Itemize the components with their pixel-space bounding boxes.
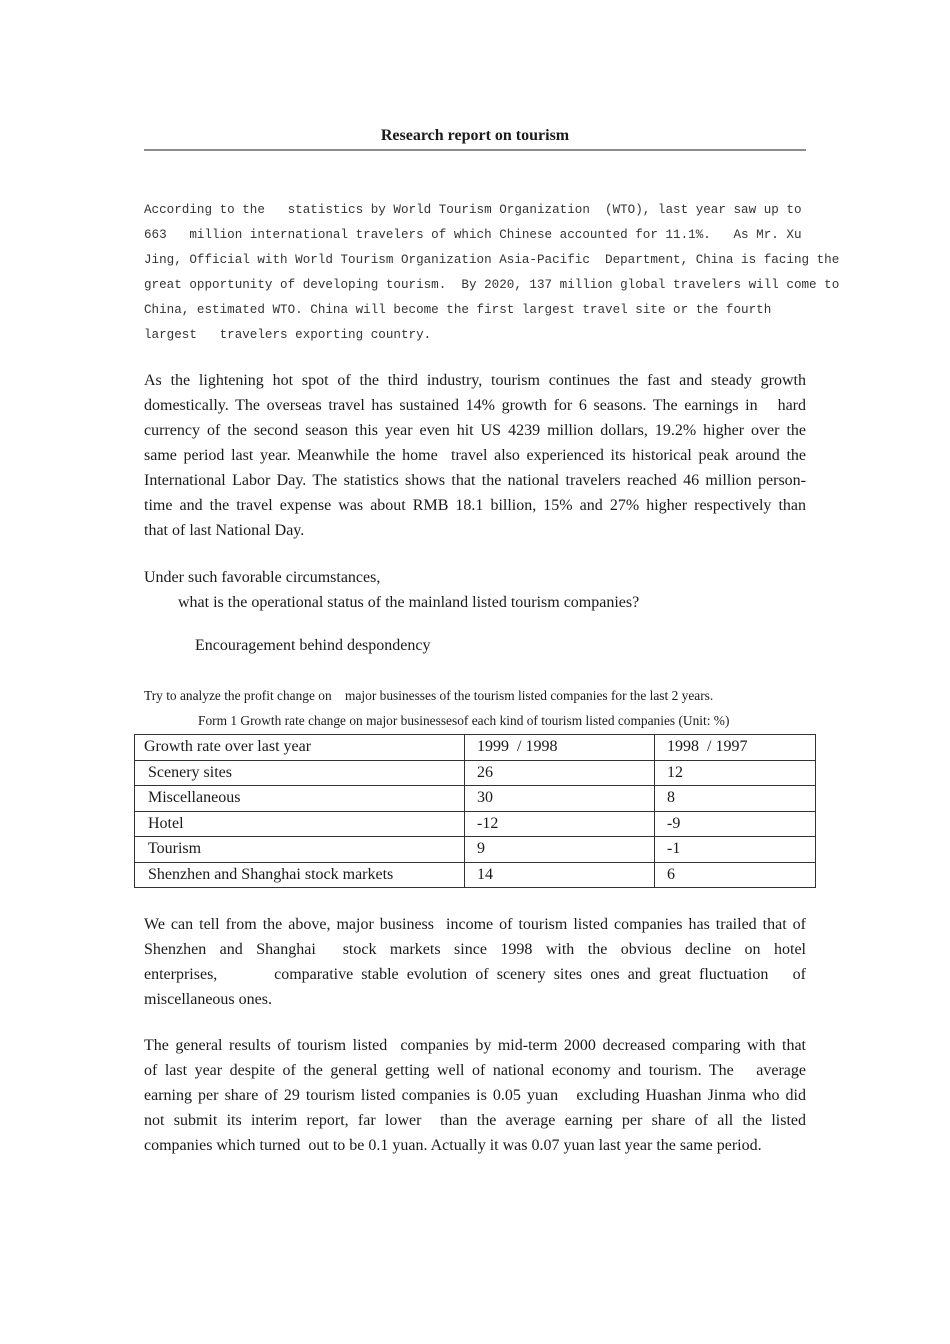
paragraph-line: of last year despite of the general getting well of national economy and tourism. The average xyxy=(144,1062,806,1079)
table-header-cell: 1998 / 1997 xyxy=(655,735,816,761)
paragraph-line: currency of the second season this year even hit US 4239 million dollars, 19.2% higher over the xyxy=(144,422,806,439)
paragraph-midterm-results xyxy=(144,1033,806,1158)
table-row xyxy=(135,811,816,837)
table-header-cell: Growth rate over last year xyxy=(135,735,465,761)
paragraph-line: International Labor Day. The statistics shows that the national travelers reached 46 million person- xyxy=(144,472,806,489)
paragraph-line: The general results of tourism listed companies by mid-term 2000 decreased comparing with that xyxy=(144,1037,806,1054)
paragraph-line: not submit its interim report, far lower than the average earning per share of all the listed xyxy=(144,1112,806,1129)
analysis-intro: Try to analyze the profit change on major businesses of the tourism listed companies for the last 2 years. xyxy=(144,688,714,703)
intro-line: According to the statistics by World Tourism Organization (WTO), last year saw up to xyxy=(144,203,802,217)
table-cell: 26 xyxy=(465,760,655,786)
intro-line: China, estimated WTO. China will become the first largest travel site or the fourth xyxy=(144,303,772,317)
paragraph-line: miscellaneous ones. xyxy=(144,991,272,1008)
intro-line: Jing, Official with World Tourism Organization Asia-Pacific Department, China is facing the xyxy=(144,253,840,267)
paragraph-line: same period last year. Meanwhile the home travel also experienced its historical peak around the xyxy=(144,447,806,464)
table-cell: 9 xyxy=(465,837,655,863)
question-line: Under such favorable circumstances, xyxy=(144,569,381,586)
intro-line: 663 million international travelers of which Chinese accounted for 11.1%. As Mr. Xu xyxy=(144,228,802,242)
table-caption: Form 1 Growth rate change on major businessesof each kind of tourism listed companies (Unit: %) xyxy=(198,713,730,728)
table-cell: 8 xyxy=(655,786,816,812)
table-cell: -9 xyxy=(655,811,816,837)
paragraph-line: that of last National Day. xyxy=(144,522,305,539)
paragraph-line: Shenzhen and Shanghai stock markets since 1998 with the obvious decline on hotel xyxy=(144,941,806,958)
table-cell: Scenery sites xyxy=(135,760,465,786)
question-line: what is the operational status of the mainland listed tourism companies? xyxy=(178,594,640,611)
table-cell: Hotel xyxy=(135,811,465,837)
table-cell: -12 xyxy=(465,811,655,837)
table-cell: 12 xyxy=(655,760,816,786)
paragraph-line: enterprises, comparative stable evolution of scenery sites ones and great fluctuation of xyxy=(144,966,806,983)
table-header-cell: 1999 / 1998 xyxy=(465,735,655,761)
paragraph-line: As the lightening hot spot of the third industry, tourism continues the fast and steady growth xyxy=(144,372,806,389)
section-subheading: Encouragement behind despondency xyxy=(195,637,431,654)
table-row xyxy=(135,862,816,888)
table-header-row xyxy=(135,735,816,761)
table-cell: 6 xyxy=(655,862,816,888)
intro-line: great opportunity of developing tourism. By 2020, 137 million global travelers will come to xyxy=(144,278,840,292)
growth-rate-table xyxy=(134,734,816,888)
table-cell: Shenzhen and Shanghai stock markets xyxy=(135,862,465,888)
table-row xyxy=(135,760,816,786)
table-cell: Miscellaneous xyxy=(135,786,465,812)
intro-line: largest travelers exporting country. xyxy=(144,328,432,342)
table-cell: Tourism xyxy=(135,837,465,863)
paragraph-table-analysis xyxy=(144,912,806,1012)
paragraph-line: We can tell from the above, major business income of tourism listed companies has trailed that of xyxy=(144,916,806,933)
paragraph-tourism-growth xyxy=(144,368,806,543)
circumstances-question xyxy=(144,565,639,615)
paragraph-line: companies which turned out to be 0.1 yuan. Actually it was 0.07 yuan last year the same period. xyxy=(144,1137,762,1154)
table-row xyxy=(135,837,816,863)
page-title: Research report on tourism xyxy=(380,127,570,144)
paragraph-line: earning per share of 29 tourism listed companies is 0.05 yuan excluding Huashan Jinma who did xyxy=(144,1087,806,1104)
table-cell: -1 xyxy=(655,837,816,863)
intro-paragraph xyxy=(144,198,840,348)
table-row xyxy=(135,786,816,812)
paragraph-line: time and the travel expense was about RMB 18.1 billion, 15% and 27% higher respectively than xyxy=(144,497,806,514)
title-divider xyxy=(144,149,806,151)
paragraph-line: domestically. The overseas travel has sustained 14% growth for 6 seasons. The earnings in hard xyxy=(144,397,806,414)
table-cell: 14 xyxy=(465,862,655,888)
table-cell: 30 xyxy=(465,786,655,812)
